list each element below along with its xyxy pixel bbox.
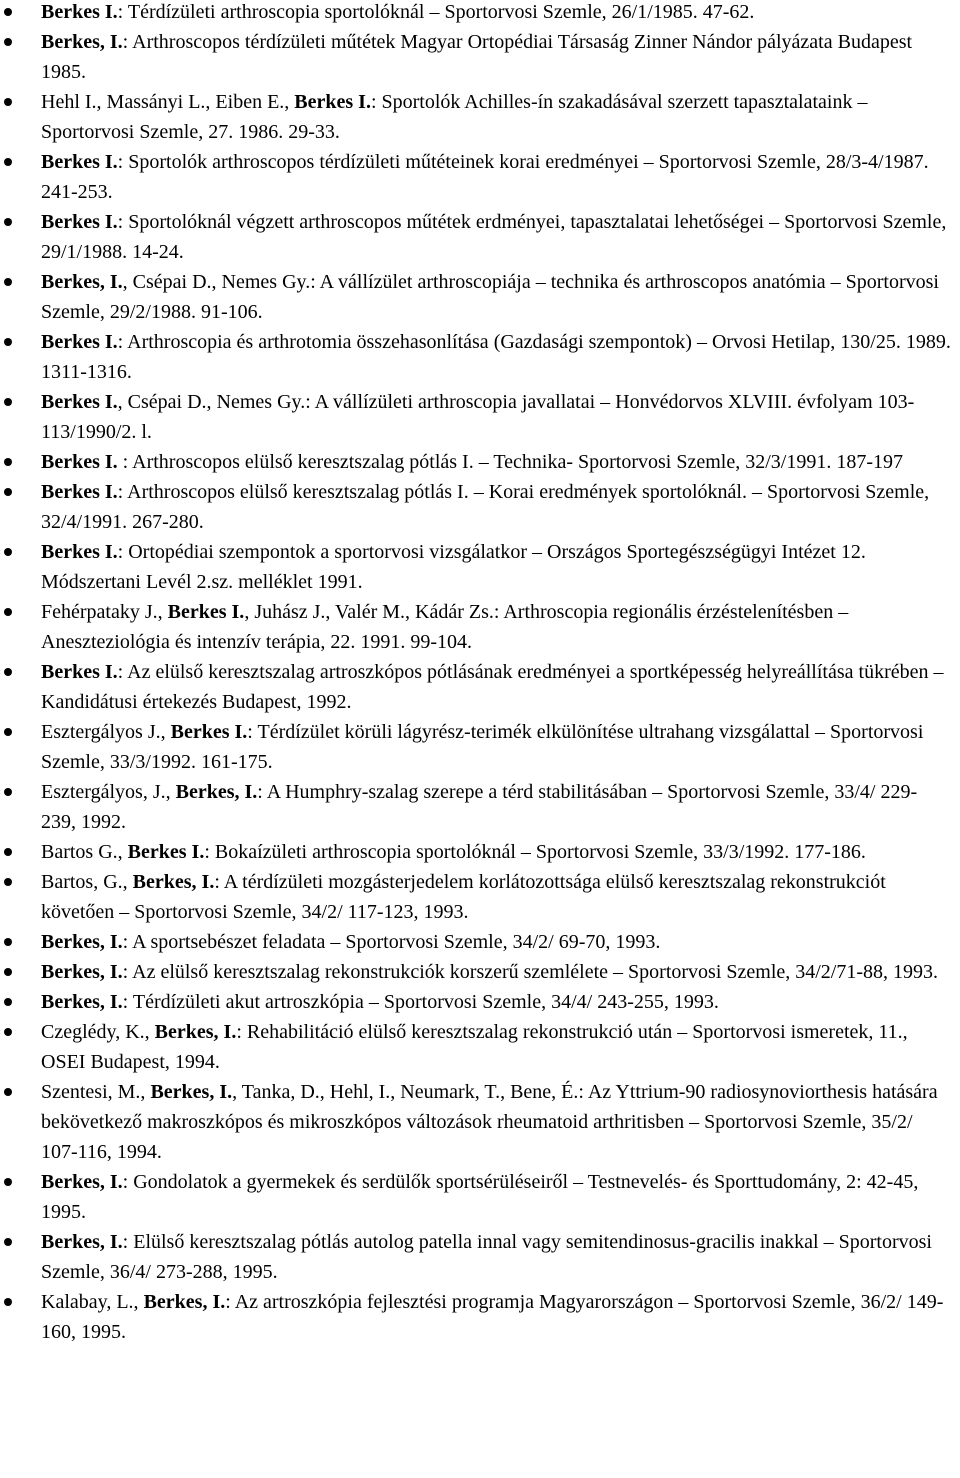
list-item [0,1167,960,1227]
bullet-icon [4,488,12,496]
reference-text [41,331,951,383]
bullet-icon [4,1028,12,1036]
reference-text [41,91,867,143]
list-item [0,27,960,87]
list-item [0,1287,960,1347]
author-name: Berkes, I. [41,991,123,1013]
reference-text [41,1171,918,1223]
reference-segment: Czeglédy, K., [41,1021,155,1043]
list-item [0,837,960,867]
bullet-icon [4,968,12,976]
reference-segment: Szentesi, M., [41,1081,151,1103]
bullet-icon [4,398,12,406]
bullet-icon [4,728,12,736]
author-name: Berkes I. [41,151,118,173]
reference-text [41,871,886,923]
author-name: Berkes I. [41,1,118,23]
reference-text [41,991,719,1013]
reference-segment: , Juhász J., Valér M., Kádár Zs.: Arthroscopia regionális érzéstelenítésben – Aneszteziológia és intenzív terápia, 22. 1991. 99-104. [41,601,849,653]
reference-text [41,1231,932,1283]
bullet-icon [4,788,12,796]
bullet-icon [4,218,12,226]
reference-segment: : Bokaízületi arthroscopia sportolóknál – Sportorvosi Szemle, 33/3/1992. 177-186. [204,841,866,863]
author-name: Berkes, I. [41,31,123,53]
list-item [0,957,960,987]
reference-text [41,271,939,323]
reference-text [41,1081,938,1163]
list-item [0,477,960,537]
reference-segment: : Sportolóknál végzett arthroscopos műtétek erdményei, tapasztalatai lehetőségei – Sportorvosi Szemle, 29/1/1988. 14-24. [41,211,947,263]
list-item [0,0,960,27]
bullet-icon [4,878,12,886]
reference-segment: Bartos, G., [41,871,133,893]
author-name: Berkes, I. [41,1171,123,1193]
reference-segment: : Térdízületi akut artroszkópia – Sportorvosi Szemle, 34/4/ 243-255, 1993. [122,991,719,1013]
list-item [0,927,960,957]
reference-segment: : Ortopédiai szempontok a sportorvosi vizsgálatkor – Országos Sportegészségügyi Intézet 12. Módszertani Levél 2.sz. melléklet 1991. [41,541,866,593]
list-item [0,1227,960,1287]
reference-segment: : Az elülső keresztszalag rekonstrukciók korszerű szemlélete – Sportorvosi Szemle, 34/2/71-88, 1993. [122,961,939,983]
reference-text [41,151,929,203]
list-item [0,597,960,657]
bullet-icon [4,608,12,616]
author-name: Berkes, I. [41,1231,123,1253]
author-name: Berkes I. [41,211,118,233]
reference-segment: Esztergályos, J., [41,781,176,803]
reference-segment: : Sportolók Achilles-ín szakadásával szerzett tapasztalataink – Sportorvosi Szemle, 27. 1986. 29-33. [41,91,868,143]
author-name: Berkes I. [167,601,245,623]
author-name: Berkes I. [41,481,118,503]
reference-segment: : Arthroscopos térdízületi műtétek Magyar Ortopédiai Társaság Zinner Nándor pályázata Budapest 1985. [41,31,913,83]
reference-segment: : Arthroscopia és arthrotomia összehasonlítása (Gazdasági szempontok) – Orvosi Hetilap, 130/25. 1989. 1311-1316. [41,331,951,383]
reference-text [41,541,866,593]
reference-segment: : Térdízületi arthroscopia sportolóknál – Sportorvosi Szemle, 26/1/1985. 47-62. [117,1,755,23]
reference-text [41,451,903,473]
reference-text [41,391,914,443]
list-item [0,867,960,927]
list-item [0,1077,960,1167]
reference-segment: : Az elülső keresztszalag artroszkópos pótlásának eredményei a sportképesség helyreállítása tükrében – Kandidátusi értekezés Budapest, 1992. [41,661,944,713]
reference-segment: Kalabay, L., [41,1291,144,1313]
author-name: Berkes I. [41,391,118,413]
reference-segment: : Az artroszkópia fejlesztési programja Magyarországon – Sportorvosi Szemle, 36/2/ 149-160, 1995. [41,1291,944,1343]
reference-text [41,601,848,653]
list-item [0,657,960,717]
bullet-icon [4,998,12,1006]
author-name: Berkes, I. [150,1081,233,1103]
list-item [0,87,960,147]
author-name: Berkes, I. [41,271,123,293]
reference-text [41,1291,943,1343]
reference-text [41,1,754,23]
bullet-icon [4,98,12,106]
bullet-icon [4,8,12,16]
author-name: Berkes, I. [143,1291,226,1313]
reference-segment: : Rehabilitáció elülső keresztszalag rekonstrukció után – Sportorvosi ismeretek, 11., OSEI Budapest, 1994. [41,1021,908,1073]
author-name: Berkes I. [170,721,248,743]
reference-segment: : Elülső keresztszalag pótlás autolog patella innal vagy semitendinosus-gracilis inakkal – Sportorvosi Szemle, 36/4/ 273-288, 1995. [41,1231,932,1283]
bullet-icon [4,158,12,166]
bullet-icon [4,38,12,46]
author-name: Berkes, I. [154,1021,237,1043]
bullet-icon [4,1298,12,1306]
bullet-icon [4,548,12,556]
author-name: Berkes I. [127,841,205,863]
reference-segment: : Arthroscopos elülső keresztszalag pótlás I. – Technika- Sportorvosi Szemle, 32/3/1991. 187-197 [117,451,903,473]
list-item [0,387,960,447]
reference-segment: , Csépai D., Nemes Gy.: A vállízületi arthroscopia javallatai – Honvédorvos XLVIII. évfolyam 103-113/1990/2. l. [41,391,915,443]
list-item [0,267,960,327]
reference-text [41,661,943,713]
author-name: Berkes I. [41,451,118,473]
bullet-icon [4,848,12,856]
author-name: Berkes I. [41,541,118,563]
author-name: Berkes I. [41,661,118,683]
author-name: Berkes, I. [41,961,123,983]
reference-segment: : Térdízület körüli lágyrész-terimék elkülönítése ultrahang vizsgálattal – Sportorvosi Szemle, 33/3/1992. 161-175. [41,721,924,773]
bullet-icon [4,668,12,676]
list-item [0,147,960,207]
list-item [0,1017,960,1077]
author-name: Berkes, I. [132,871,215,893]
list-item [0,447,960,477]
reference-segment: , Csépai D., Nemes Gy.: A vállízület arthroscopiája – technika és arthroscopos anatómia – Sportorvosi Szemle, 29/2/1988. 91-106. [41,271,939,323]
reference-segment: Hehl I., Massányi L., Eiben E., [41,91,295,113]
reference-text [41,721,923,773]
reference-segment: Esztergályos J., [41,721,171,743]
reference-text [41,931,660,953]
reference-text [41,961,938,983]
list-item [0,207,960,267]
bullet-icon [4,938,12,946]
list-item [0,537,960,597]
reference-segment: : A Humphry-szalag szerepe a térd stabilitásában – Sportorvosi Szemle, 33/4/ 229-239, 1992. [41,781,918,833]
bullet-icon [4,1088,12,1096]
reference-segment: Bartos G., [41,841,128,863]
reference-text [41,481,929,533]
reference-text [41,31,912,83]
reference-text [41,211,946,263]
author-name: Berkes, I. [175,781,258,803]
list-item [0,327,960,387]
author-name: Berkes I. [41,331,118,353]
author-name: Berkes I. [294,91,371,113]
bullet-icon [4,1178,12,1186]
list-item [0,987,960,1017]
reference-segment: : Arthroscopos elülső keresztszalag pótlás I. – Korai eredmények sportolóknál. – Sportorvosi Szemle, 32/4/1991. 267-280. [41,481,930,533]
reference-text [41,841,866,863]
reference-text [41,1021,908,1073]
reference-text [41,781,917,833]
list-item [0,717,960,777]
reference-segment: , Tanka, D., Hehl, I., Neumark, T., Bene, É.: Az Yttrium-90 radiosynoviorthesis hatására bekövetkező makroszkópos és mikroszkópos változások rheumatoid arthritisben – Sportorvosi Szemle, 35/2/ 107-116, 1994. [41,1081,938,1163]
reference-segment: Fehérpataky J., [41,601,168,623]
author-name: Berkes, I. [41,931,123,953]
reference-segment: : A sportsebészet feladata – Sportorvosi Szemle, 34/2/ 69-70, 1993. [122,931,661,953]
list-item [0,777,960,837]
reference-segment: : A térdízületi mozgásterjedelem korlátozottsága elülső keresztszalag rekonstrukciót követően – Sportorvosi Szemle, 34/2/ 117-123, 1993. [41,871,886,923]
bullet-icon [4,278,12,286]
bullet-icon [4,1238,12,1246]
reference-segment: : Sportolók arthroscopos térdízületi műtéteinek korai eredményei – Sportorvosi Szemle, 28/3-4/1987. 241-253. [41,151,929,203]
reference-segment: : Gondolatok a gyermekek és serdülők sportsérüléseiről – Testnevelés- és Sporttudomány, 2: 42-45, 1995. [41,1171,919,1223]
bullet-icon [4,338,12,346]
bullet-icon [4,458,12,466]
